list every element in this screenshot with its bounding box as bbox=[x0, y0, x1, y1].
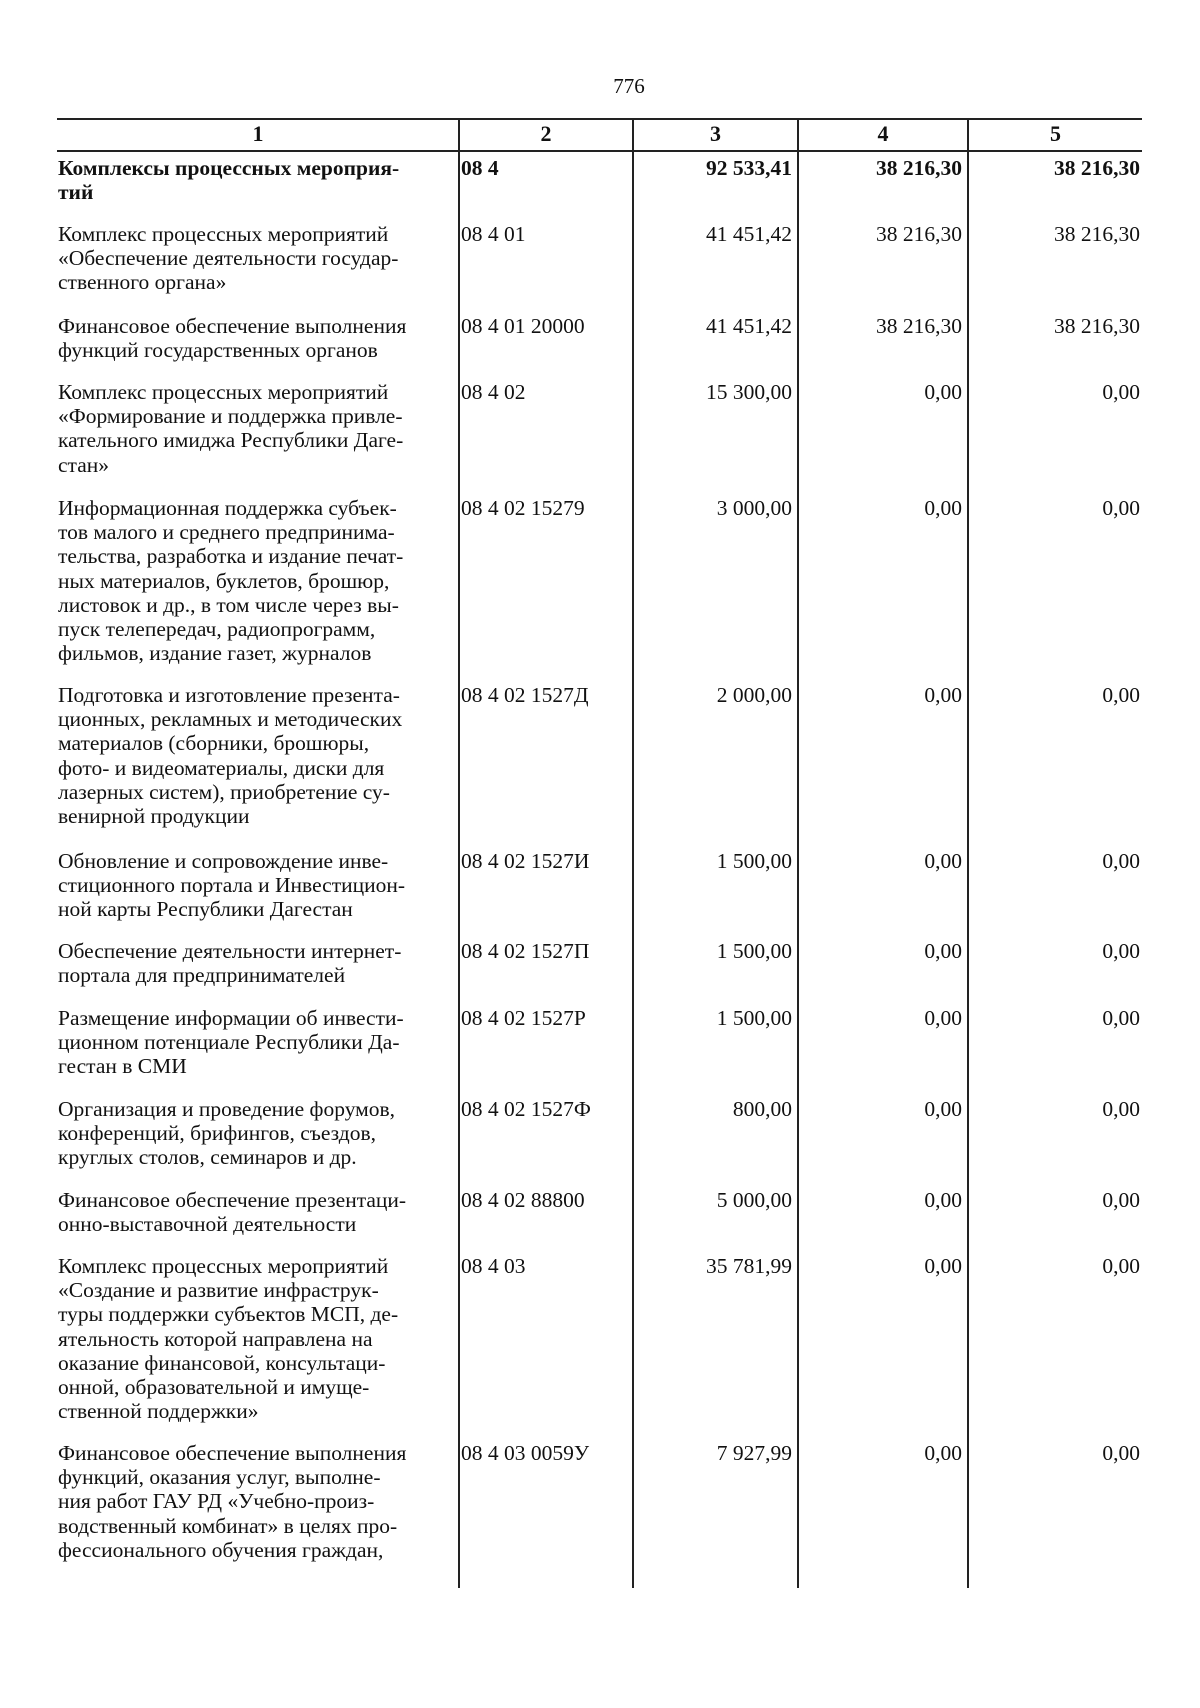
row-value-5: 0,00 bbox=[1102, 496, 1140, 520]
row-name bbox=[58, 939, 458, 987]
row-name-line: Организация и проведение форумов, bbox=[58, 1097, 396, 1121]
row-name-line: материалов (сборники, брошюры, bbox=[58, 731, 370, 756]
row-name-line: фильмов, издание газет, журналов bbox=[58, 641, 372, 666]
row-code: 08 4 02 1527Р bbox=[461, 1006, 586, 1030]
row-value-3: 1 500,00 bbox=[716, 849, 792, 873]
row-name-line: «Формирование и поддержка привле- bbox=[58, 404, 403, 429]
row-value-3: 92 533,41 bbox=[706, 156, 792, 180]
row-code: 08 4 bbox=[461, 156, 499, 180]
row-name-line: Комплекс процессных мероприятий bbox=[58, 222, 389, 246]
row-name-line: ния работ ГАУ РД «Учебно-произ- bbox=[58, 1489, 375, 1514]
row-name-line: венирной продукции bbox=[58, 804, 250, 829]
row-name-line: Финансовое обеспечение презентаци- bbox=[58, 1188, 407, 1212]
row-name bbox=[58, 496, 458, 665]
row-name-line: оказание финансовой, консультаци- bbox=[58, 1350, 386, 1375]
row-value-3: 800,00 bbox=[732, 1097, 792, 1121]
column-header-4: 4 bbox=[877, 121, 889, 146]
row-value-4: 0,00 bbox=[924, 496, 962, 520]
row-value-5: 0,00 bbox=[1102, 1441, 1140, 1465]
row-name bbox=[58, 1254, 458, 1423]
row-code: 08 4 01 20000 bbox=[461, 314, 585, 338]
column-header-2: 2 bbox=[540, 121, 552, 146]
row-name-line: Обновление и сопровождение инве- bbox=[58, 849, 389, 873]
row-name-line: ятельность которой направлена на bbox=[58, 1326, 373, 1351]
table-header-rule bbox=[57, 150, 1142, 152]
row-name-line: ционном потенциале Республики Да- bbox=[58, 1030, 400, 1055]
row-name bbox=[58, 1188, 458, 1236]
row-name-line: онно-выставочной деятельности bbox=[58, 1212, 357, 1237]
column-header-5: 5 bbox=[1050, 121, 1061, 146]
row-name-line: Размещение информации об инвести- bbox=[58, 1006, 404, 1030]
row-name-line: онной, образовательной и имуще- bbox=[58, 1375, 370, 1400]
row-value-3: 35 781,99 bbox=[706, 1254, 792, 1278]
row-value-5: 0,00 bbox=[1102, 1097, 1140, 1121]
row-name-line: ной карты Республики Дагестан bbox=[58, 897, 353, 922]
row-value-3: 41 451,42 bbox=[706, 314, 792, 338]
row-name bbox=[58, 314, 458, 362]
row-name-line: водственный комбинат» в целях про- bbox=[58, 1513, 398, 1538]
row-name-line: круглых столов, семинаров и др. bbox=[58, 1145, 357, 1170]
row-name-line: стиционного портала и Инвестицион- bbox=[58, 873, 406, 898]
row-value-5: 0,00 bbox=[1102, 1254, 1140, 1278]
row-name-line: фессионального обучения граждан, bbox=[58, 1537, 384, 1562]
row-code: 08 4 01 bbox=[461, 222, 526, 246]
row-name bbox=[58, 1097, 458, 1170]
row-code: 08 4 03 0059У bbox=[461, 1441, 590, 1465]
row-value-5: 38 216,30 bbox=[1054, 156, 1140, 180]
row-name-line: ционных, рекламных и методических bbox=[58, 707, 403, 732]
row-value-4: 0,00 bbox=[924, 683, 962, 707]
row-name bbox=[58, 1441, 458, 1562]
row-code: 08 4 02 bbox=[461, 380, 526, 404]
row-name-line: кательного имиджа Республики Даге- bbox=[58, 428, 404, 453]
row-name-line: стан» bbox=[58, 452, 109, 477]
row-value-3: 5 000,00 bbox=[716, 1188, 792, 1212]
row-value-4: 0,00 bbox=[924, 380, 962, 404]
row-value-5: 0,00 bbox=[1102, 1006, 1140, 1030]
column-header-3: 3 bbox=[710, 121, 721, 146]
row-value-4: 0,00 bbox=[924, 1097, 962, 1121]
row-code: 08 4 02 1527Ф bbox=[461, 1097, 591, 1121]
row-name-line: Обеспечение деятельности интернет- bbox=[58, 939, 402, 963]
row-value-4: 0,00 bbox=[924, 1188, 962, 1212]
row-code: 08 4 02 88800 bbox=[461, 1188, 585, 1212]
row-value-3: 7 927,99 bbox=[716, 1441, 792, 1465]
row-name-line: Информационная поддержка субъек- bbox=[58, 496, 397, 520]
row-name bbox=[58, 1006, 458, 1079]
row-name-line: тов малого и среднего предпринима- bbox=[58, 520, 395, 545]
row-name-line: Финансовое обеспечение выполнения bbox=[58, 314, 407, 338]
row-name-line: тий bbox=[58, 180, 94, 205]
row-name-line: фото- и видеоматериалы, диски для bbox=[58, 755, 385, 780]
row-code: 08 4 02 1527П bbox=[461, 939, 590, 963]
row-name bbox=[58, 380, 458, 477]
row-name-line: Финансовое обеспечение выполнения bbox=[58, 1441, 407, 1465]
row-name-line: туры поддержки субъектов МСП, де- bbox=[58, 1302, 399, 1327]
row-name bbox=[58, 849, 458, 922]
row-name-line: Комплекс процессных мероприятий bbox=[58, 1254, 389, 1278]
row-value-4: 38 216,30 bbox=[876, 156, 962, 180]
row-value-5: 0,00 bbox=[1102, 683, 1140, 707]
row-name-line: листовок и др., в том числе через вы- bbox=[58, 592, 399, 617]
row-value-5: 0,00 bbox=[1102, 1188, 1140, 1212]
page-number: 776 bbox=[613, 74, 645, 98]
row-name bbox=[58, 683, 458, 828]
column-rule bbox=[458, 120, 460, 1588]
row-value-3: 2 000,00 bbox=[716, 683, 792, 707]
row-name-line: функций, оказания услуг, выполне- bbox=[58, 1465, 381, 1490]
row-code: 08 4 02 15279 bbox=[461, 496, 585, 520]
row-name-line: Комплекс процессных мероприятий bbox=[58, 380, 389, 404]
row-value-4: 0,00 bbox=[924, 849, 962, 873]
row-value-3: 1 500,00 bbox=[716, 939, 792, 963]
row-code: 08 4 02 1527Д bbox=[461, 683, 589, 707]
row-name-line: «Обеспечение деятельности государ- bbox=[58, 246, 399, 271]
row-value-3: 1 500,00 bbox=[716, 1006, 792, 1030]
row-value-4: 0,00 bbox=[924, 1006, 962, 1030]
column-rule bbox=[797, 120, 799, 1588]
row-name-line: ных материалов, буклетов, брошюр, bbox=[58, 568, 390, 593]
row-name-line: конференций, брифингов, съездов, bbox=[58, 1121, 377, 1146]
row-name-line: пуск телепередач, радиопрограмм, bbox=[58, 617, 376, 642]
row-name-line: «Создание и развитие инфраструк- bbox=[58, 1278, 379, 1303]
table-top-rule bbox=[57, 118, 1142, 120]
row-value-5: 38 216,30 bbox=[1054, 222, 1140, 246]
row-value-3: 3 000,00 bbox=[716, 496, 792, 520]
row-name-line: Комплексы процессных мероприя- bbox=[58, 156, 400, 180]
row-name-line: ственной поддержки» bbox=[58, 1399, 259, 1424]
row-value-5: 0,00 bbox=[1102, 849, 1140, 873]
row-value-5: 38 216,30 bbox=[1054, 314, 1140, 338]
row-value-4: 38 216,30 bbox=[876, 314, 962, 338]
row-name-line: лазерных систем), приобретение су- bbox=[58, 779, 390, 804]
row-name bbox=[58, 222, 458, 295]
row-value-4: 38 216,30 bbox=[876, 222, 962, 246]
row-name-line: ственного органа» bbox=[58, 270, 227, 295]
row-name-line: Подготовка и изготовление презента- bbox=[58, 683, 400, 707]
row-name-line: портала для предпринимателей bbox=[58, 963, 346, 988]
row-value-4: 0,00 bbox=[924, 1254, 962, 1278]
row-value-3: 41 451,42 bbox=[706, 222, 792, 246]
row-code: 08 4 03 bbox=[461, 1254, 526, 1278]
row-name-line: функций государственных органов bbox=[58, 338, 378, 363]
row-value-4: 0,00 bbox=[924, 1441, 962, 1465]
row-value-5: 0,00 bbox=[1102, 380, 1140, 404]
row-value-5: 0,00 bbox=[1102, 939, 1140, 963]
row-name-line: тельства, разработка и издание печат- bbox=[58, 544, 404, 569]
row-value-4: 0,00 bbox=[924, 939, 962, 963]
row-name bbox=[58, 156, 458, 204]
row-name-line: гестан в СМИ bbox=[58, 1054, 187, 1079]
column-header-1: 1 bbox=[252, 121, 264, 146]
row-value-3: 15 300,00 bbox=[706, 380, 792, 404]
row-code: 08 4 02 1527И bbox=[461, 849, 590, 873]
